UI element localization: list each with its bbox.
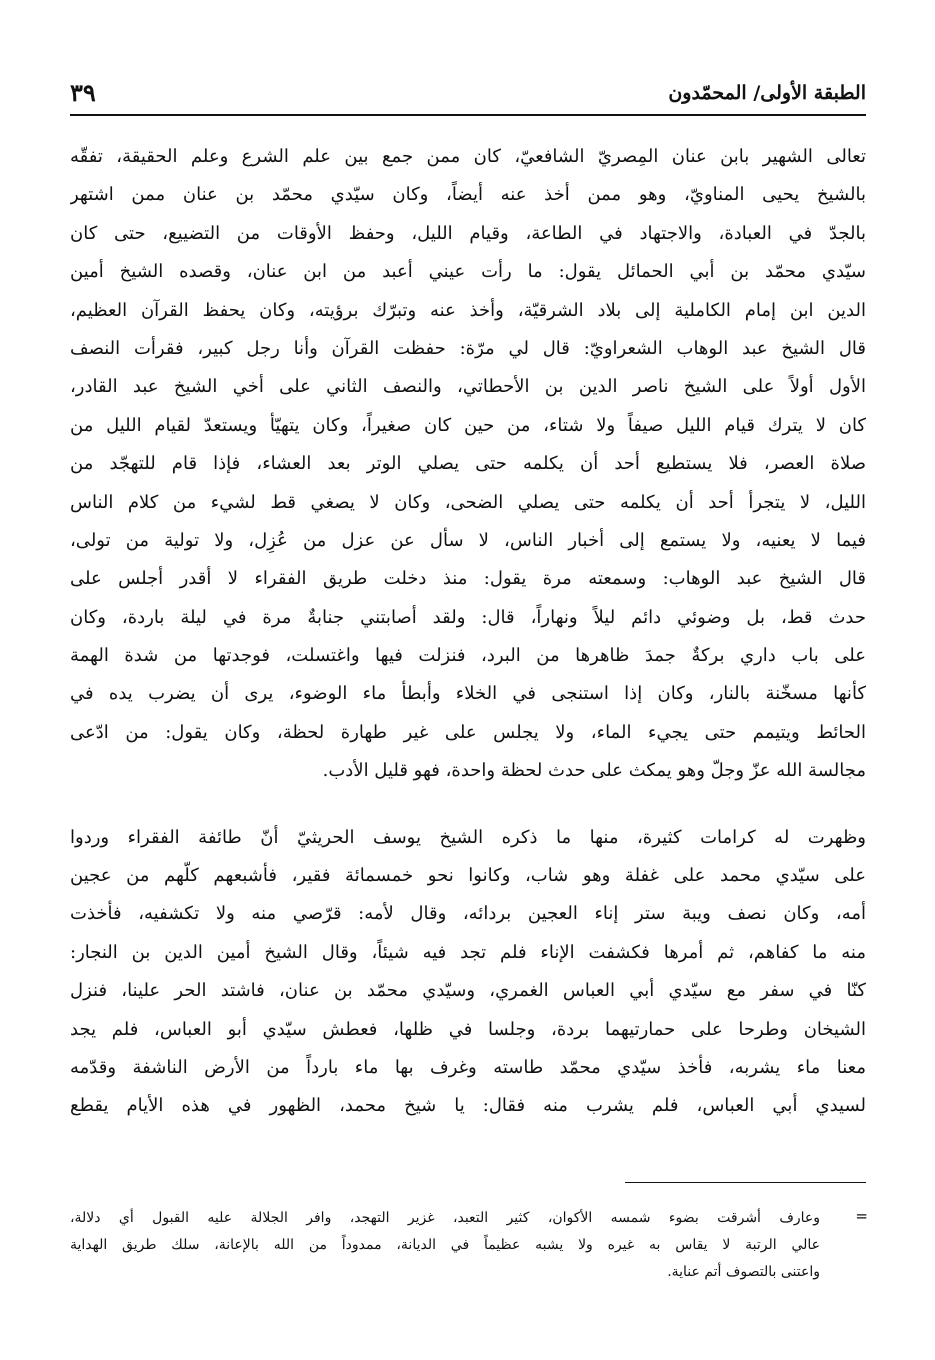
text-line: على باب داري بركةٌ جمدَ ظاهرها من البرد، فنزلت فيها واغتسلت، فوجدتها من شدة الهمة xyxy=(70,645,866,667)
paragraph-1 xyxy=(70,138,866,791)
text-line: كنّا في سفر مع سيّدي أبي العباس الغمري، وسيّدي محمّد بن عنان، فاشتد الحر علينا، فنزل xyxy=(70,980,866,1002)
footnote-continuation-marker: = xyxy=(855,1207,868,1225)
text-line: منه ما كفاهم، ثم أمرها فكشفت الإناء فلم تجد فيه شيئاً، وقال الشيخ أمين الدين بن النجار: xyxy=(70,941,866,963)
text-line: مجالسة الله عزّ وجلّ وهو يمكث على حدث لحظة واحدة، فهو قليل الأدب. xyxy=(322,760,866,782)
text-line: الحائط ويتيمم حتى يجيء الماء، ولا يجلس على غير طهارة لحظة، وكان يقول: من ادّعى xyxy=(70,721,866,743)
footnote-text xyxy=(70,1205,820,1286)
text-line: قال الشيخ عبد الوهاب: وسمعته مرة يقول: منذ دخلت طريق الفقراء لا أقدر أجلس على xyxy=(70,568,866,590)
paragraph-gap xyxy=(70,791,866,819)
text-line: بالشيخ يحيى المناويّ، وهو ممن أخذ عنه أيضاً، وكان سيّدي محمّد بن عنان ممن اشتهر xyxy=(70,184,866,206)
text-line: كان لا يترك قيام الليل صيفاً ولا شتاء، من حين كان صغيراً، وكان يتهيّأ ويستعدّ لقيام الليل من xyxy=(70,414,866,436)
text-line: معنا ماء يشربه، فأخذ سيّدي محمّد طاسته وغرف بها ماء بارداً من الأرض الناشفة وقدّمه xyxy=(70,1056,866,1078)
text-line: الأول أولاً على الشيخ ناصر الدين بن الأحطاتي، والنصف الثاني على أخي الشيخ عبد القادر، xyxy=(70,376,866,398)
text-line: صلاة العصر، فلا يستطيع أحد أن يكلمه حتى يصلي الوتر بعد العشاء، فإذا قام للتهجّد من xyxy=(70,453,866,475)
text-line: حدث قط، بل وضوئي دائم ليلاً ونهاراً، قال: ولقد أصابتني جنابةٌ مرة في ليلة باردة، وكان xyxy=(70,606,866,628)
text-line: بالجدّ في العبادة، والاجتهاد في الطاعة، وقيام الليل، وحفظ الأوقات من التضييع، حتى كان xyxy=(70,222,866,244)
page-number: ٣٩ xyxy=(70,78,96,107)
running-header xyxy=(70,78,866,112)
footnote-line: واعتنى بالتصوف أتم عناية. xyxy=(667,1264,820,1280)
main-text xyxy=(70,138,866,1126)
chapter-title: الطبقة الأولى/ المحمّدون xyxy=(668,82,866,104)
footnote-line: عالي الرتبة لا يقاس به غيره ولا يشبه عظيماً في الديانة، ممدوداً من الله بالإعانة، سلك طريق الهداية xyxy=(70,1237,820,1253)
text-line: على سيّدي محمد على غفلة وهو شاب، وكانوا نحو خمسمائة فقير، فأشبعهم كلّهم من عجين xyxy=(70,865,866,887)
header-divider xyxy=(70,114,866,116)
text-line: الليل، لا يتجرأ أحد أن يكلمه حتى يصلي الضحى، وكان لا يصغي قط لشيء من كلام الناس xyxy=(70,491,866,513)
text-line: تعالى الشهير بابن عنان المِصريّ الشافعيّ، كان ممن جمع بين علم الشرع وعلم الحقيقة، تفقّه xyxy=(70,146,866,167)
text-line: سيّدي محمّد بن أبي الحمائل يقول: ما رأت عيني أعبد من ابن عنان، وقصده الشيخ أمين xyxy=(70,261,866,283)
text-line: لسيدي أبي العباس، فلم يشرب منه فقال: يا شيخ محمد، الظهور في هذه الأيام يقطع xyxy=(70,1095,866,1117)
text-line: أمه، وكان نصف ويبة ستر إناء العجين بردائه، وقال لأمه: قرّصي منه ولا تكشفيه، فأخذت xyxy=(70,903,866,925)
text-line: الشيخان وطرحا على حمارتيهما بردة، وجلسا في ظلها، فعطش سيّدي أبو العباس، فلم يجد xyxy=(70,1018,866,1040)
footnote-divider xyxy=(625,1182,866,1183)
paragraph-2 xyxy=(70,819,866,1126)
footnote-line: وعارف أشرقت بضوء شمسه الأكوان، كثير التعبد، غزير التهجد، وافر الجلالة عليه القبول أي دلالة، xyxy=(70,1210,820,1226)
text-line: وظهرت له كرامات كثيرة، منها ما ذكره الشيخ يوسف الحريثيّ أنّ طائفة الفقراء وردوا xyxy=(70,826,866,848)
text-line: الدين ابن إمام الكاملية إلى بلاد الشرقيّة، وأخذ عنه وتبرّك برؤيته، وكان يحفظ القرآن العظيم، xyxy=(70,299,866,321)
text-line: فيما لا يعنيه، ولا يستمع إلى أخبار الناس، لا سأل عن عزل من عُزِل، ولا تولية من تولى، xyxy=(70,529,866,551)
text-line: قال الشيخ عبد الوهاب الشعراويّ: قال لي مرّة: حفظت القرآن وأنا رجل كبير، فقرأت النصف xyxy=(70,337,866,359)
text-line: كأنها مسخّنة بالنار، وكان إذا استنجى في الخلاء وأبطأ ماء الوضوء، يرى أن يضرب يده في xyxy=(70,683,866,705)
